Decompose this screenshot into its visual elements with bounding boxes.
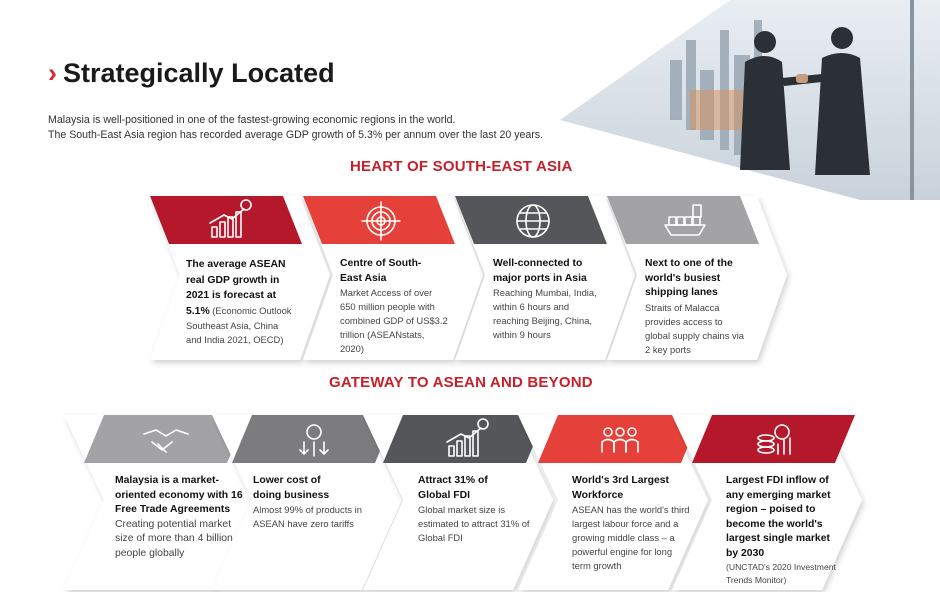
s2-card-1 <box>115 474 243 561</box>
title-chevron: › <box>48 58 57 88</box>
s1-card-1-normal: (Economic Outlook Southeast Asia, China and India 2021, OECD) <box>186 304 292 345</box>
s2-card-1-normal: Creating potential market size of more than 4 billion people globally <box>115 518 233 559</box>
s2-card-5-bold: Largest FDI inflow of any emerging market region – poised to become the world's largest single market by 2030 <box>726 475 831 559</box>
s2-card-5-normal: (UNCTAD's 2020 Investment Trends Monitor) <box>726 562 836 585</box>
s2-card-2-normal: Almost 99% of products in ASEAN have zero tariffs <box>253 504 362 529</box>
s2-card-3-bold: Attract 31% of Global FDI <box>418 475 488 501</box>
s1-band-2 <box>303 196 455 244</box>
s1-band-4 <box>607 196 759 244</box>
s1-card-1-bold: The average ASEAN real GDP growth in 2021 is forecast at 5.1% <box>186 259 286 317</box>
s1-card-2-normal: Market Access of over 650 million people with combined GDP of US$3.2 trillion (ASEANstats, 2020) <box>340 287 448 354</box>
s1-band-1 <box>150 196 302 244</box>
s1-card-3 <box>493 257 601 342</box>
s1-card-4-bold: Next to one of the world's busiest shipping lanes <box>645 258 733 298</box>
s2-card-4-normal: ASEAN has the world's third largest labour force and a growing middle class – a powerful engine for long term growth <box>572 504 690 571</box>
intro-line-1: Malaysia is well-positioned in one of the fastest-growing economic regions in the world. <box>48 114 456 126</box>
section1-heading: HEART OF SOUTH-EAST ASIA <box>350 158 573 175</box>
title-text: Strategically Located <box>63 58 335 88</box>
s1-card-2 <box>340 257 448 356</box>
s1-card-2-bold: Centre of South-East Asia <box>340 258 422 284</box>
s2-card-5 <box>726 474 838 586</box>
s2-card-4-bold: World's 3rd Largest Workforce <box>572 475 669 501</box>
section2-heading: GATEWAY TO ASEAN AND BEYOND <box>329 374 593 391</box>
s1-card-4-normal: Straits of Malacca provides access to global supply chains via 2 key ports <box>645 301 745 355</box>
s1-card-1 <box>186 257 296 347</box>
s2-card-4 <box>572 474 692 573</box>
intro-line-2: The South-East Asia region has recorded average GDP growth of 5.3% per annum over the last 20 years. <box>48 129 544 141</box>
s2-card-3-normal: Global market size is estimated to attract 31% of Global FDI <box>418 504 530 543</box>
s1-card-3-normal: Reaching Mumbai, India, within 6 hours and reaching Beijing, China, within 9 hours <box>493 287 597 340</box>
s2-card-2 <box>253 474 375 531</box>
s1-card-4 <box>645 257 745 357</box>
s1-card-3-bold: Well-connected to major ports in Asia <box>493 258 587 284</box>
s2-card-3 <box>418 474 530 545</box>
s2-card-2-bold: Lower cost of doing business <box>253 475 330 501</box>
s2-card-1-bold: Malaysia is a market-oriented economy with 16 Free Trade Agreements <box>115 475 243 515</box>
